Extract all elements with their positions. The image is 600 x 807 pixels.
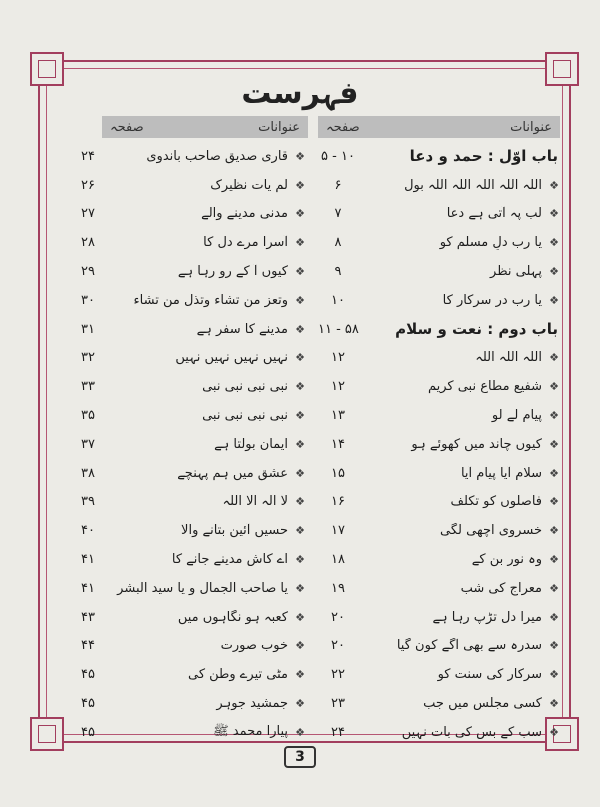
entry-title: لب پہ آتی ہے دعا (446, 206, 542, 222)
entry-page-number: ۲۰ (331, 609, 345, 625)
entry-title: اللہ اللہ اللہ اللہ اللہ بول (404, 177, 542, 193)
toc-row (318, 228, 562, 257)
entry-page-number: ۱۲ (331, 379, 345, 395)
diamond-bullet-icon: ❖ (549, 639, 559, 653)
entry-title: نبی نبی نبی نبی (202, 408, 288, 424)
diamond-bullet-icon: ❖ (295, 236, 305, 250)
entry-title: نہیں نہیں نہیں نہیں (175, 350, 288, 366)
diamond-bullet-icon: ❖ (295, 524, 305, 538)
entry-title: یا صاحب الجمال و یا سید البشر (117, 580, 288, 596)
toc-chapter-row (318, 315, 562, 344)
toc-row (318, 545, 562, 574)
toc-row (68, 286, 308, 315)
entry-title: یا رب در سرکار کا (442, 292, 542, 308)
entry-title: فاصلوں کو تکلف (450, 494, 542, 510)
toc-row (318, 718, 562, 747)
diamond-bullet-icon: ❖ (549, 697, 559, 711)
entry-title: خوب صورت (220, 638, 288, 654)
entry-page-number: ۵ - ۱۰ (321, 148, 355, 164)
entry-page-number: ۲۳ (331, 696, 345, 712)
header-page: صفحہ (110, 119, 144, 135)
toc-row (68, 459, 308, 488)
chapter-title: باب اوّل : حمد و دعا (409, 147, 558, 166)
entry-page-number: ۳۸ (81, 465, 95, 481)
toc-row (68, 545, 308, 574)
diamond-bullet-icon: ❖ (549, 380, 559, 394)
entry-title: شفیع مطاع نبی کریم (427, 379, 542, 395)
toc-row (318, 401, 562, 430)
toc-row (68, 344, 308, 373)
entry-title: کیوں چاند میں کھوئے ہو (411, 436, 542, 452)
entry-title: سلام آیا پیام آیا (460, 465, 542, 481)
toc-row (318, 488, 562, 517)
toc-row (68, 488, 308, 517)
diamond-bullet-icon: ❖ (295, 581, 305, 595)
entry-page-number: ۳۲ (81, 350, 95, 366)
toc-row (68, 689, 308, 718)
entry-title: وہ نور بن کے (471, 552, 542, 568)
entry-page-number: ۴۱ (81, 580, 95, 596)
diamond-bullet-icon: ❖ (549, 351, 559, 365)
entry-page-number: ۲۸ (81, 235, 95, 251)
diamond-bullet-icon: ❖ (549, 178, 559, 192)
entry-page-number: ۴۵ (81, 724, 95, 740)
entry-page-number: ۴۳ (81, 609, 95, 625)
header-bar-right (318, 116, 560, 138)
diamond-bullet-icon: ❖ (295, 697, 305, 711)
entry-title: قاری صدیق صاحب باندوی (146, 148, 288, 164)
diamond-bullet-icon: ❖ (295, 178, 305, 192)
toc-row (68, 516, 308, 545)
header-bar-left (102, 116, 308, 138)
corner-ornament (30, 717, 64, 751)
entry-title: حسیں آئین بتانے والا (181, 523, 288, 539)
diamond-bullet-icon: ❖ (295, 553, 305, 567)
toc-row (68, 228, 308, 257)
entry-page-number: ۲۷ (81, 206, 95, 222)
diamond-bullet-icon: ❖ (295, 495, 305, 509)
toc-column-right (318, 142, 562, 747)
entry-page-number: ۱۴ (331, 436, 345, 452)
entry-title: کعبہ ہو نگاہوں میں (177, 609, 288, 625)
toc-row (68, 372, 308, 401)
toc-row (68, 257, 308, 286)
entry-page-number: ۱۲ (331, 350, 345, 366)
entry-page-number: ۴۴ (81, 638, 95, 654)
diamond-bullet-icon: ❖ (549, 265, 559, 279)
entry-title: سرکار کی سنت کو (437, 667, 542, 683)
toc-row (318, 632, 562, 661)
diamond-bullet-icon: ❖ (295, 149, 305, 163)
entry-title: خسروی اچھی لگی (440, 523, 542, 539)
toc-row (318, 257, 562, 286)
toc-row (68, 430, 308, 459)
chapter-title: باب دوم : نعت و سلام (395, 320, 558, 339)
toc-row (68, 401, 308, 430)
diamond-bullet-icon: ❖ (295, 265, 305, 279)
diamond-bullet-icon: ❖ (549, 581, 559, 595)
entry-title: اللہ اللہ اللہ (475, 350, 542, 366)
entry-title: سدرہ سے بھی آگے کون گیا (396, 638, 542, 654)
entry-page-number: ۴۵ (81, 696, 95, 712)
entry-page-number: ۳۵ (81, 408, 95, 424)
corner-ornament (30, 52, 64, 86)
entry-title: سب کے بس کی بات نہیں (401, 724, 542, 740)
toc-column-left (68, 142, 308, 747)
diamond-bullet-icon: ❖ (549, 293, 559, 307)
diamond-bullet-icon: ❖ (549, 207, 559, 221)
toc-row (318, 344, 562, 373)
entry-title: وتعز من تشاء وتذل من تشاء (133, 292, 288, 308)
entry-title: اے کاش مدینے جانے کا (171, 552, 288, 568)
toc-row (68, 142, 308, 171)
diamond-bullet-icon: ❖ (549, 725, 559, 739)
diamond-bullet-icon: ❖ (295, 725, 305, 739)
toc-row (318, 372, 562, 401)
entry-page-number: ۲۴ (81, 148, 95, 164)
entry-title: پہلی نظر (490, 264, 542, 280)
toc-row (68, 200, 308, 229)
diamond-bullet-icon: ❖ (549, 610, 559, 624)
entry-title: یا رب دلِ مسلم کو (439, 235, 542, 251)
entry-page-number: ۱۳ (331, 408, 345, 424)
toc-row (68, 718, 308, 747)
diamond-bullet-icon: ❖ (295, 207, 305, 221)
toc-row (68, 632, 308, 661)
entry-page-number: ۸ (334, 235, 342, 251)
diamond-bullet-icon: ❖ (549, 437, 559, 451)
entry-page-number: ۲۶ (81, 177, 95, 193)
entry-page-number: ۱۰ (331, 292, 345, 308)
entry-title: لا الہ الا اللہ (222, 494, 288, 510)
entry-title: نبی نبی نبی نبی (202, 379, 288, 395)
entry-title: پیام لے لو (491, 408, 542, 424)
toc-row (68, 660, 308, 689)
entry-title: مدینے کا سفر ہے (196, 321, 288, 337)
entry-page-number: ۶ (334, 177, 342, 193)
entry-page-number: ۳۹ (81, 494, 95, 510)
toc-row (318, 603, 562, 632)
diamond-bullet-icon: ❖ (549, 466, 559, 480)
entry-title: مدنی مدینے والے (201, 206, 288, 222)
diamond-bullet-icon: ❖ (295, 351, 305, 365)
entry-title: ایمان بولتا ہے (214, 436, 288, 452)
header-topics: عنوانات (258, 119, 300, 135)
entry-page-number: ۲۲ (331, 667, 345, 683)
diamond-bullet-icon: ❖ (549, 495, 559, 509)
entry-page-number: ۱۱ - ۵۸ (318, 321, 359, 337)
entry-page-number: ۷ (334, 206, 342, 222)
toc-row (318, 200, 562, 229)
page-title: فہرست (241, 76, 359, 111)
diamond-bullet-icon: ❖ (295, 437, 305, 451)
entry-page-number: ۳۱ (81, 321, 95, 337)
diamond-bullet-icon: ❖ (295, 380, 305, 394)
entry-title: کسی مجلس میں جب (423, 696, 542, 712)
toc-row (68, 574, 308, 603)
diamond-bullet-icon: ❖ (549, 553, 559, 567)
entry-page-number: ۳۰ (81, 292, 95, 308)
entry-title: آسرا مرے دل کا (203, 235, 288, 251)
diamond-bullet-icon: ❖ (295, 409, 305, 423)
entry-title: معراج کی شب (460, 580, 542, 596)
diamond-bullet-icon: ❖ (549, 236, 559, 250)
entry-page-number: ۲۰ (331, 638, 345, 654)
toc-row (318, 516, 562, 545)
toc-row (318, 459, 562, 488)
entry-page-number: ۱۹ (331, 580, 345, 596)
entry-page-number: ۹ (334, 264, 342, 280)
entry-page-number: ۱۷ (331, 523, 345, 539)
toc-row (318, 286, 562, 315)
diamond-bullet-icon: ❖ (549, 668, 559, 682)
entry-page-number: ۴۵ (81, 667, 95, 683)
entry-title: عشق میں ہم پہنچے (177, 465, 288, 481)
diamond-bullet-icon: ❖ (295, 322, 305, 336)
toc-row (68, 603, 308, 632)
entry-title: کیوں آ کے رو رہا ہے (177, 264, 288, 280)
diamond-bullet-icon: ❖ (295, 668, 305, 682)
entry-page-number: ۳۳ (81, 379, 95, 395)
header-page: صفحہ (326, 119, 360, 135)
page-number: 3 (284, 746, 316, 768)
diamond-bullet-icon: ❖ (295, 610, 305, 624)
toc-row (68, 315, 308, 344)
toc-row (318, 430, 562, 459)
entry-page-number: ۲۴ (331, 724, 345, 740)
diamond-bullet-icon: ❖ (549, 524, 559, 538)
entry-page-number: ۱۵ (331, 465, 345, 481)
toc-row (318, 660, 562, 689)
toc-row (318, 689, 562, 718)
entry-page-number: ۴۰ (81, 523, 95, 539)
entry-page-number: ۱۸ (331, 552, 345, 568)
toc-row (68, 171, 308, 200)
diamond-bullet-icon: ❖ (549, 409, 559, 423)
entry-page-number: ۳۷ (81, 436, 95, 452)
diamond-bullet-icon: ❖ (295, 293, 305, 307)
entry-page-number: ۱۶ (331, 494, 345, 510)
corner-ornament (545, 52, 579, 86)
toc-chapter-row (318, 142, 562, 171)
diamond-bullet-icon: ❖ (295, 466, 305, 480)
entry-title: لم یات نظیرک (210, 177, 288, 193)
header-topics: عنوانات (510, 119, 552, 135)
toc-row (318, 171, 562, 200)
diamond-bullet-icon: ❖ (295, 639, 305, 653)
toc-row (318, 574, 562, 603)
entry-title: جمشید جوہر (216, 696, 288, 712)
entry-page-number: ۴۱ (81, 552, 95, 568)
entry-title: مٹی تیرے وطن کی (188, 667, 288, 683)
entry-title: پیارا محمد ﷺ (212, 723, 288, 739)
entry-page-number: ۲۹ (81, 264, 95, 280)
entry-title: میرا دل تڑپ رہا ہے (432, 609, 542, 625)
